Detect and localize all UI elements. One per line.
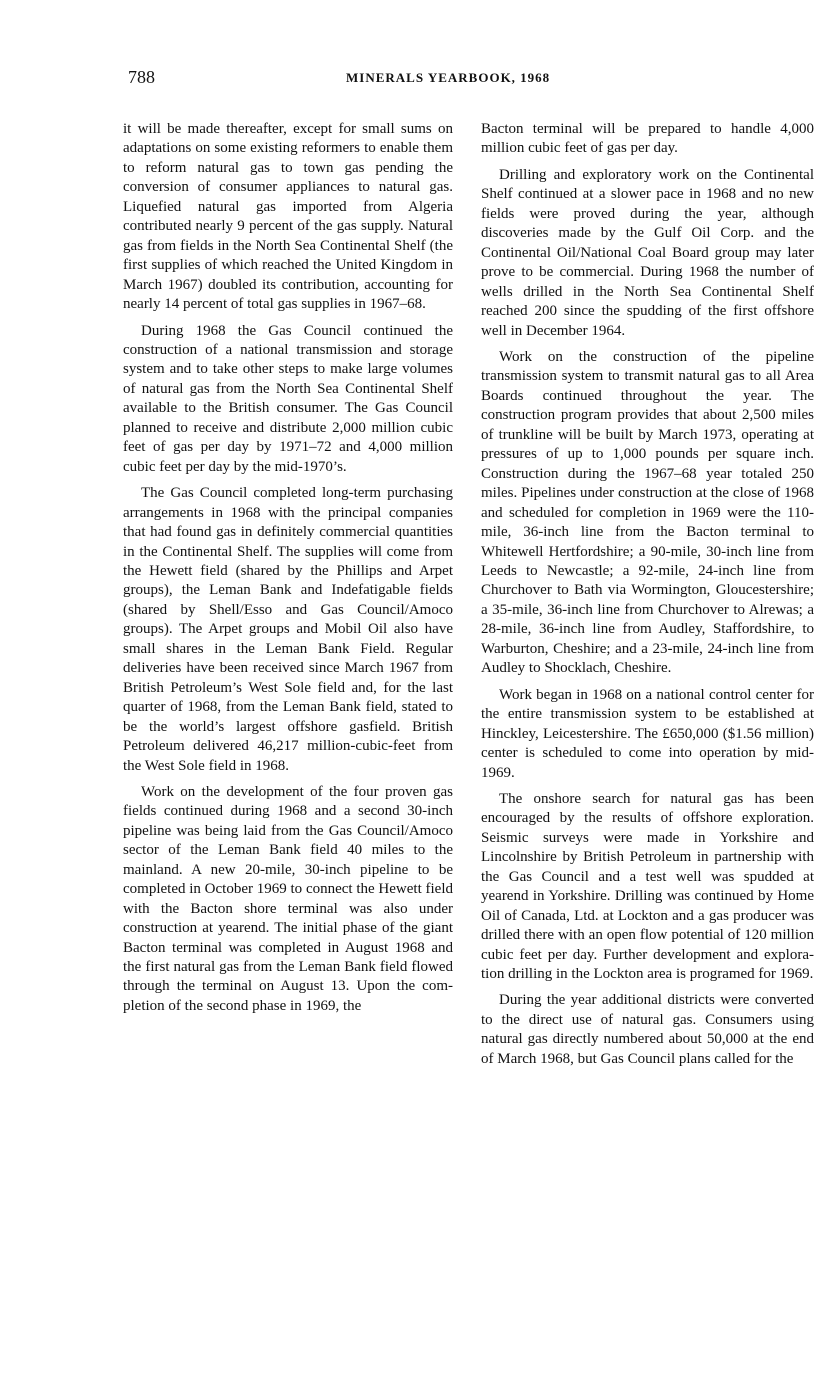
body-paragraph: The Gas Council completed long-term purchasing arrangements in 1968 with the principal companies that had found gas in definitely commercial quantities in the Continental Shelf. The supplies will come from the Hewett field (shared by the Phillips and Arpet groups), the Leman Bank and Indefatigable fields (shared by Shell/Esso and Gas Council/Amoco groups). The Arpet groups and Mobil Oil also have small shares in the Leman Bank Field. Regular deliveries have been received since March 1967 from British Petroleum’s West Sole field and, for the last quarter of 1968, from the Leman Bank field, stated to be the world’s largest offshore gasfield. British Petroleum delivered 46,217 million-cubic-feet from the West Sole field in 1968.	[123, 485, 453, 774]
running-head: MINERALS YEARBOOK, 1968	[346, 70, 551, 85]
body-paragraph: it will be made thereafter, except for small sums on adaptations on some existing reformers to enable them to reform natural gas to town gas pending the conversion of consumer appliances to natural gas. Liquefied natural gas imported from Algeria contributed nearly 9 percent of the gas supply. Natural gas from fields in the North Sea Continental Shelf (the first supplies of which reached the United Kingdom in March 1967) doubled its contribution, accounting for nearly 14 percent of total gas supplies in 1967–68.	[123, 121, 453, 313]
body-paragraph: The onshore search for natural gas has been encouraged by the results of offshore exploration. Seismic surveys were made in Yorkshire and Lincolnshire by British Petroleum in partnership with the Gas Council and a test well was spudded at yearend in Yorkshire. Drilling was continued by Home Oil of Canada, Ltd. at Lockton and a gas producer was drilled there with an open flow potential of 120 million cubic feet per day. Further development and exploration drilling in the Lockton area is programed for 1969.	[481, 790, 814, 983]
body-paragraph: Work on the construction of the pipeline transmission system to transmit natural gas to all Area Boards continued throughout the year. The construction program provides that about 2,500 miles of trunkline will be built by March 1973, operating at pressures of up to 1,000 pounds per square inch. Construction during the 1967–68 year totaled 250 miles. Pipelines under construction at the close of 1968 and scheduled for completion in 1969 were the 110-mile, 36-inch line from the Bacton terminal to Whitewell Hertfordshire; a 90-mile, 30-inch line from Leeds to Newcastle; a 92-mile, 24-inch line from Churchover to Bath via Wormington, Gloucestershire; a 35-mile, 36-inch line from Churchover to Alrewas; a 28-mile, 36-inch line from Audley, Staffordshire, to Warburton, Cheshire; and a 23-mile, 24-inch line from Audley to Shocklach, Cheshire.	[481, 348, 814, 677]
body-paragraph: Bacton terminal will be prepared to handle 4,000 million cubic feet of gas per day.	[481, 121, 814, 157]
left-column	[123, 120, 453, 1023]
body-paragraph: Work began in 1968 on a national control center for the entire transmission system to be established at Hinckley, Leicestershire. The £650,000 ($1.56 million) center is scheduled to come into operation by mid-1969.	[481, 686, 814, 781]
right-column	[481, 120, 814, 1076]
body-paragraph: During the year additional districts were converted to the direct use of natural gas. Consumers using natural gas directly numbered about 50,000 at the end of March 1968, but Gas Council plans called for the	[481, 992, 814, 1067]
page-header	[122, 66, 822, 90]
page-number: 788	[128, 67, 155, 87]
body-paragraph: Drilling and exploratory work on the Continental Shelf continued at a slower pace in 1968 and no new fields were proved during the year, although discoveries made by the Gulf Oil Corp. and the Continental Oil/National Coal Board group may later prove to be commercial. During 1968 the number of wells drilled in the North Sea Continental Shelf reached 200 since the spudding of the first offshore well in December 1964.	[481, 166, 814, 339]
body-paragraph: During 1968 the Gas Council continued the construction of a national transmission and storage system and to take other steps to make large volumes of natural gas from the North Sea Continental Shelf available to the British consumer. The Gas Council planned to receive and distribute 2,000 million cubic feet of gas per day by 1971–72 and 4,000 million cubic feet per day by the mid-1970’s.	[123, 322, 453, 475]
body-paragraph: Work on the development of the four proven gas fields continued during 1968 and a second 30-inch pipeline was being laid from the Gas Council/Amoco sector of the Leman Bank field 40 miles to the mainland. A new 20-mile, 30-inch pipeline to be completed in October 1969 to connect the Hewett field with the Bacton shore terminal was also under construction at yearend. The initial phase of the giant Bacton terminal was completed in August 1968 and the first natural gas from the Leman Bank field flowed through the terminal on August 13. Upon the completion of the second phase in 1969, the	[123, 783, 453, 1014]
